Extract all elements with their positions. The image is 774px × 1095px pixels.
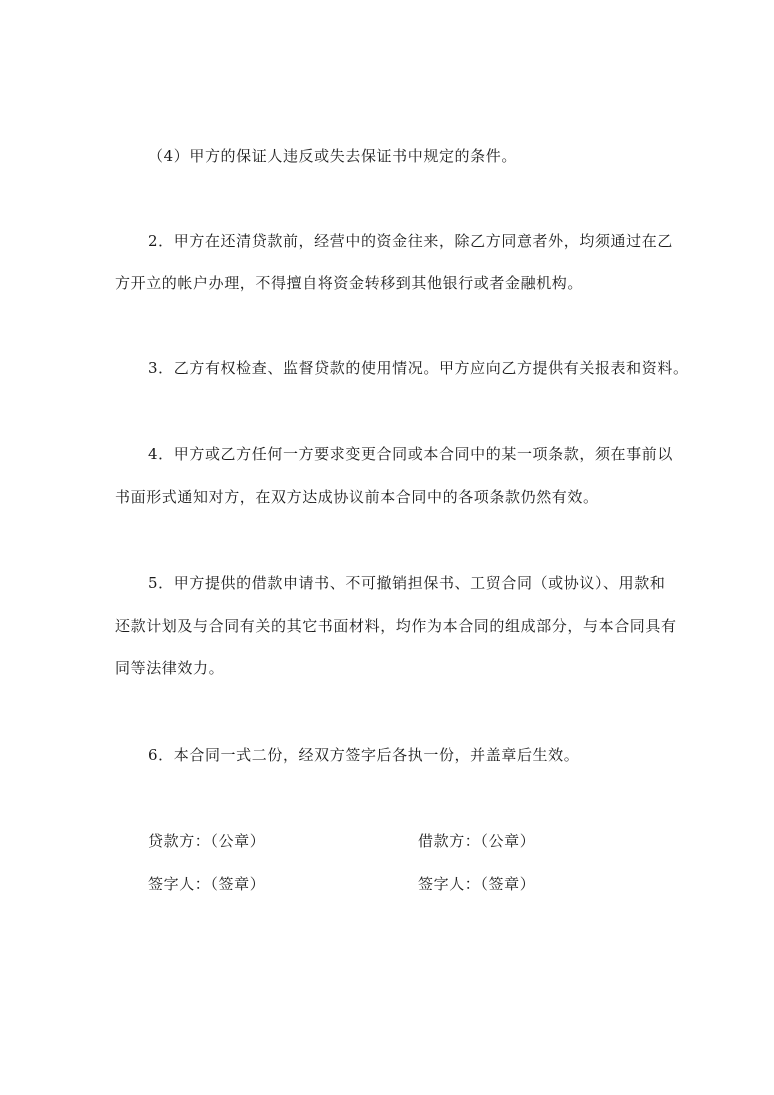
borrower-signer-label: 签字人：（签章） xyxy=(418,875,536,893)
clause-2-line-2: 方开立的帐户办理，不得擅自将资金转移到其他银行或者金融机构。 xyxy=(115,274,584,292)
clause-6-line-1: 6．本合同一式二份，经双方签字后各执一份，并盖章后生效。 xyxy=(148,746,580,764)
lender-signer-label: 签字人：（签章） xyxy=(148,875,266,893)
clause-5-line-3: 同等法律效力。 xyxy=(115,659,225,677)
clause-5-line-1: 5．甲方提供的借款申请书、不可撤销担保书、工贸合同（或协议）、用款和 xyxy=(148,574,666,592)
clause-3-line-1: 3．乙方有权检查、监督贷款的使用情况。甲方应向乙方提供有关报表和资料。 xyxy=(148,359,689,377)
clause-2-line-1: 2．甲方在还清贷款前，经营中的资金往来，除乙方同意者外，均须通过在乙 xyxy=(148,232,673,250)
clause-5-line-2: 还款计划及与合同有关的其它书面材料，均作为本合同的组成部分，与本合同具有 xyxy=(115,617,677,635)
clause-4-item-4: （4）甲方的保证人违反或失去保证书中规定的条件。 xyxy=(148,147,517,165)
lender-seal-label: 贷款方：（公章） xyxy=(148,832,266,850)
clause-4-line-2: 书面形式通知对方，在双方达成协议前本合同中的各项条款仍然有效。 xyxy=(115,488,599,506)
clause-4-line-1: 4．甲方或乙方任何一方要求变更合同或本合同中的某一项条款，须在事前以 xyxy=(148,445,673,463)
borrower-seal-label: 借款方：（公章） xyxy=(418,832,536,850)
